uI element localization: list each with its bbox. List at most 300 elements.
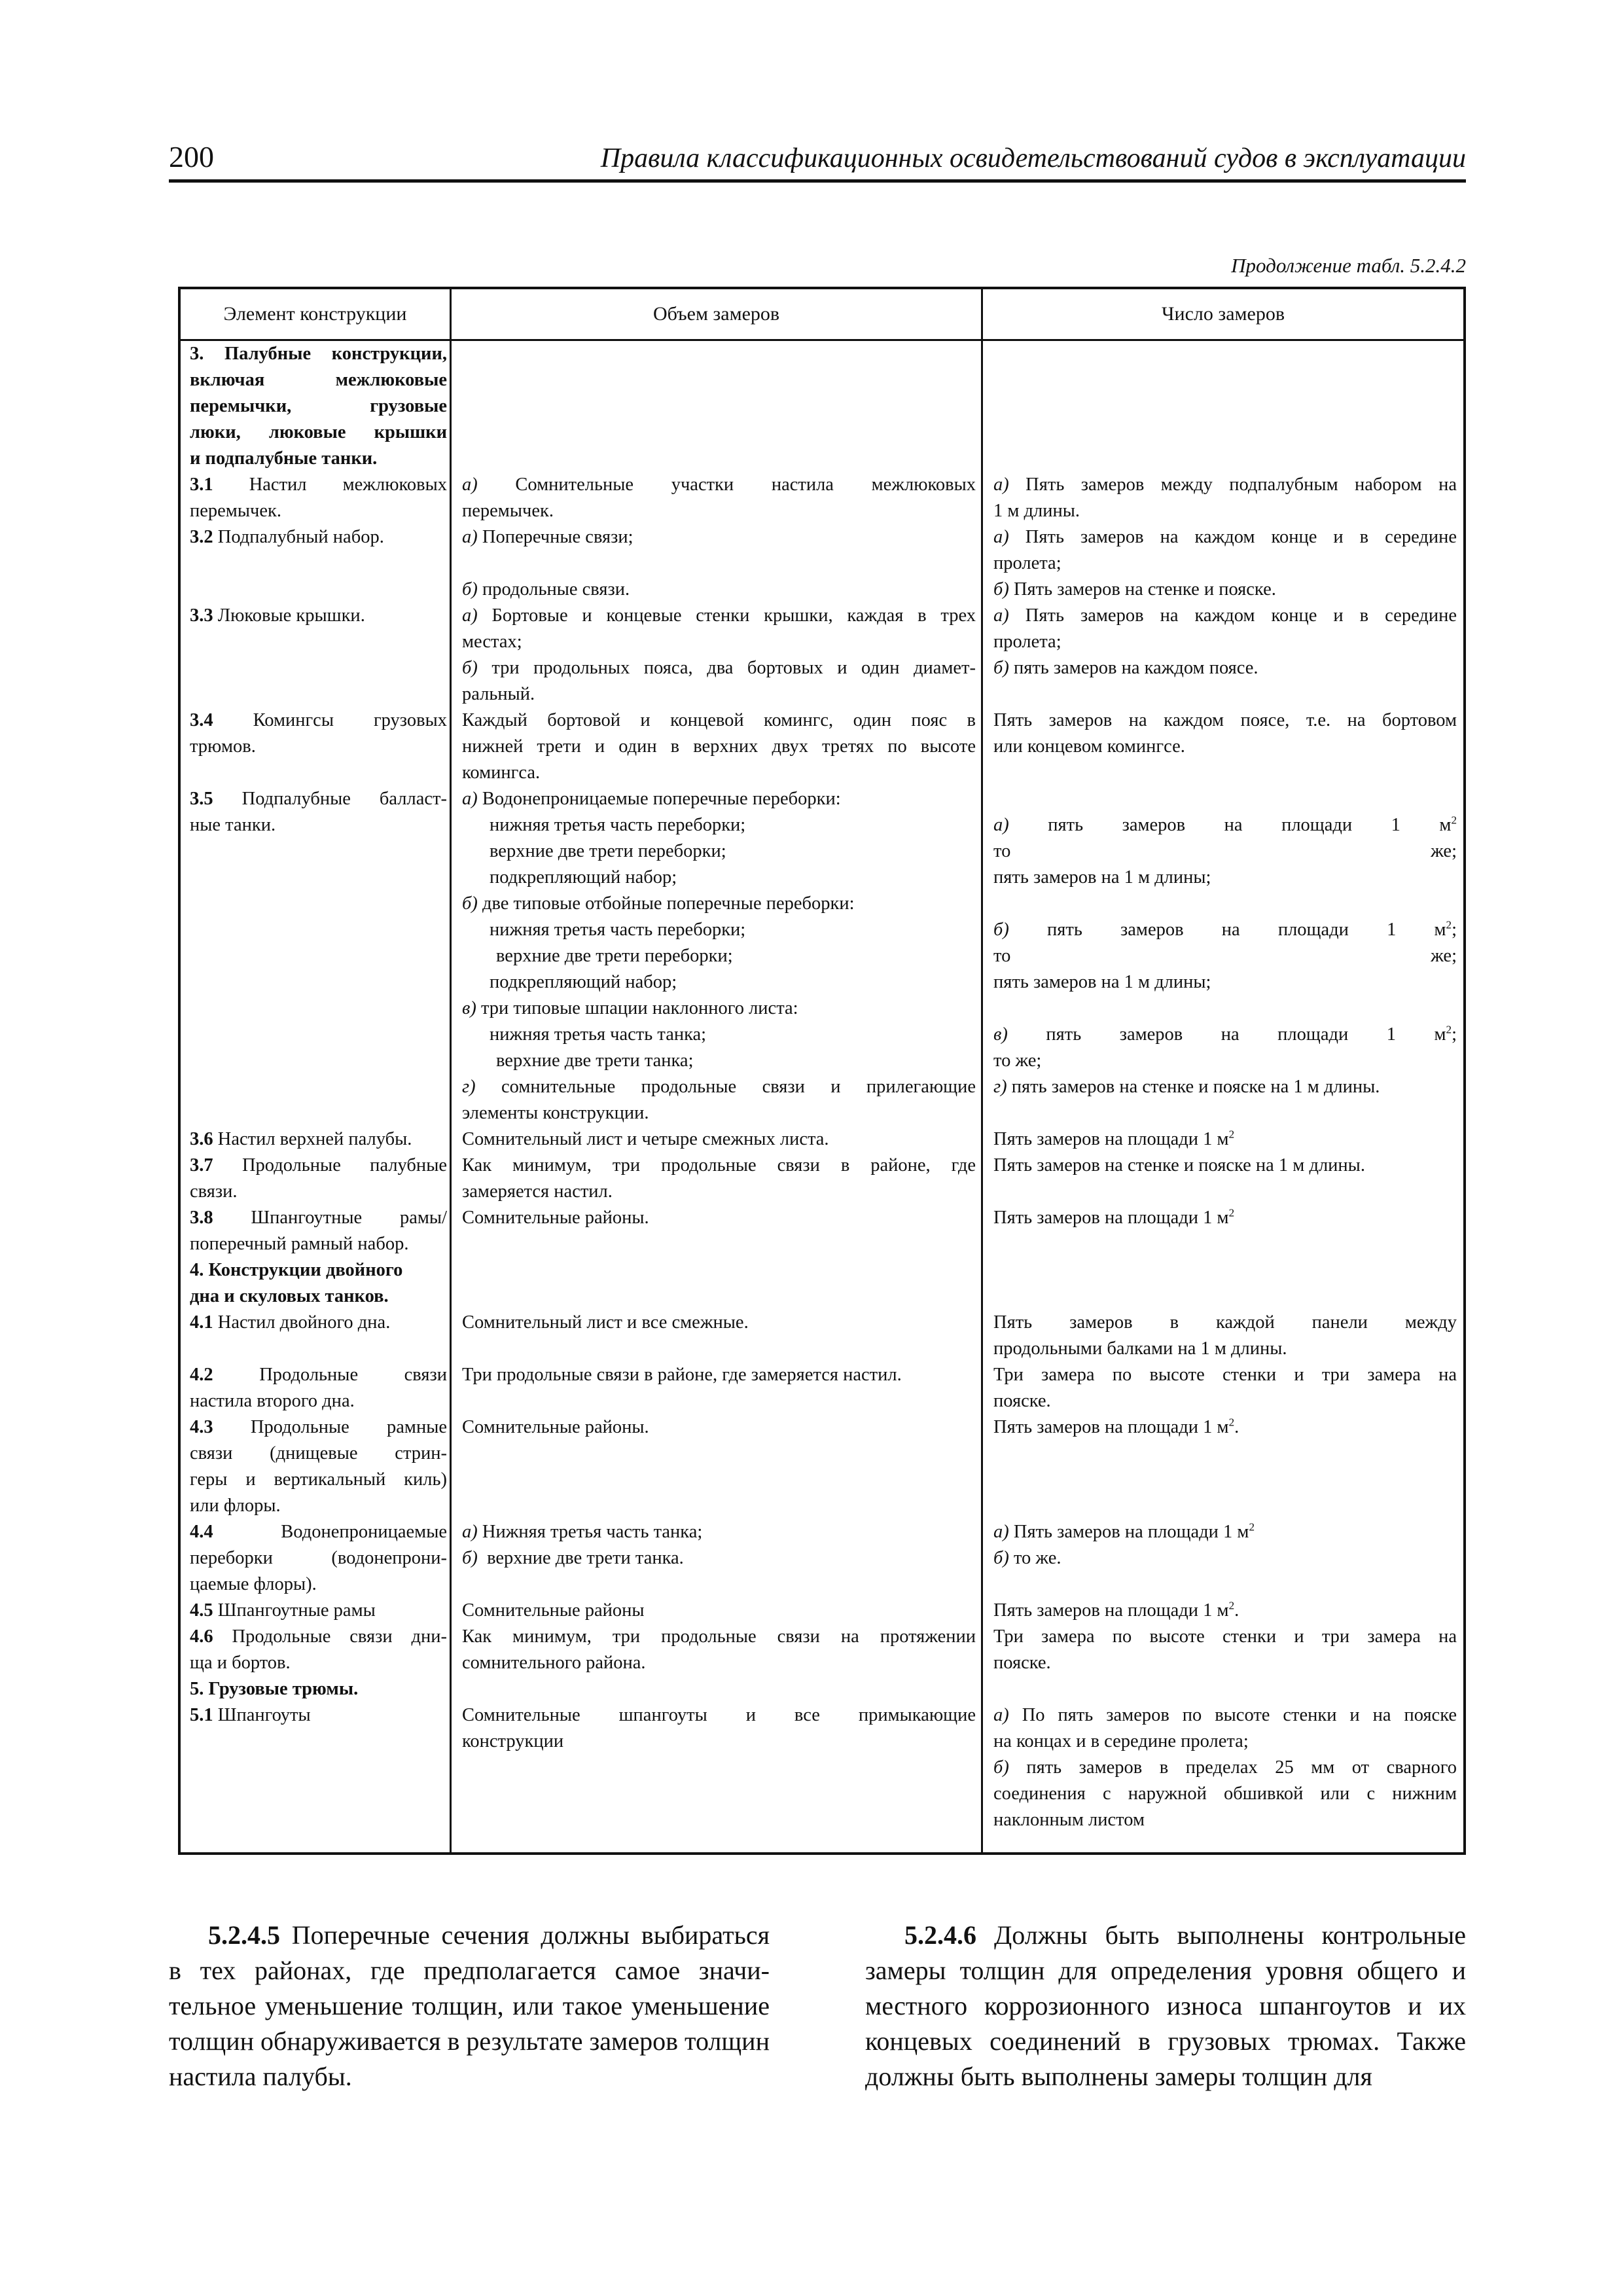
paragraph-line [865, 1988, 1466, 2024]
element-text: трюмов. [190, 736, 256, 757]
section-title-line: 4. Конструкции двойного [190, 1260, 403, 1280]
cell-line [993, 708, 1457, 734]
list-marker: а) [993, 1705, 1009, 1725]
line-text: сомнительные продольные связи и прилегающие [501, 1077, 976, 1097]
cell-line [462, 577, 976, 603]
cell-line [993, 1755, 1457, 1781]
paragraph-line [169, 2059, 770, 2094]
measurements-table [178, 287, 1466, 1855]
table-row [181, 1310, 1463, 1362]
element-cell [181, 603, 452, 708]
element-line [190, 1414, 447, 1441]
cell-line [993, 498, 1457, 524]
paragraph-line [865, 2024, 1466, 2059]
element-text: Шпангоуты [217, 1705, 311, 1725]
list-marker: а) [993, 527, 1009, 547]
element-cell [181, 1362, 452, 1414]
count-cell [984, 603, 1463, 708]
element-line [190, 1493, 447, 1519]
cell-line [462, 1650, 976, 1676]
running-title: Правила классификационных освидетельствований судов в эксплуатации [600, 143, 1466, 173]
list-marker: б) [993, 1757, 1009, 1778]
cell-line [462, 996, 976, 1022]
cell-line [462, 917, 976, 943]
line-text: нижняя третья часть танка; [490, 1024, 707, 1045]
cell-line [462, 603, 976, 629]
element-line [190, 1179, 447, 1205]
element-line [190, 603, 447, 629]
list-marker: г) [993, 1077, 1007, 1097]
cell-line [993, 1205, 1457, 1231]
section-title-cell [181, 1257, 452, 1310]
element-line [190, 1598, 447, 1624]
count-cell [984, 1362, 1463, 1414]
line-text: комингса. [462, 762, 541, 783]
element-line [190, 812, 447, 838]
cell-line [993, 891, 1457, 917]
line-text: Пять замеров на каждом конце и в середине [1025, 605, 1457, 626]
element-text: Продольные связи [259, 1365, 447, 1385]
line-text: пять замеров на площади 1 м [1048, 815, 1452, 835]
element-line [190, 1519, 447, 1545]
list-marker: б) [462, 658, 478, 678]
item-number: 3.7 [190, 1155, 213, 1175]
line-text: перемычек. [462, 501, 554, 521]
superscript: 2 [1446, 1023, 1452, 1036]
item-number: 3.5 [190, 789, 213, 809]
superscript: 2 [1228, 1416, 1235, 1429]
section-title-row [181, 341, 1463, 472]
cell-line [993, 603, 1457, 629]
line-text: то же; [993, 841, 1457, 861]
element-text: Продольные палубные [241, 1155, 447, 1175]
cell-line [462, 1729, 976, 1755]
cell-line [462, 472, 976, 498]
cell-line [462, 1100, 976, 1126]
list-marker: б) [462, 1548, 478, 1568]
cell-line [462, 969, 976, 996]
element-cell [181, 524, 452, 603]
paragraph-text: тельное уменьшение толщин, или такое уменьшение [169, 1991, 770, 2020]
line-text: или концевом комингсе. [993, 736, 1185, 757]
element-line [190, 1441, 447, 1467]
paragraph-number: 5.2.4.5 [208, 1920, 280, 1950]
element-text: связи (днищевые стрин- [190, 1443, 447, 1463]
page-number: 200 [169, 140, 214, 173]
line-text: Пять замеров на площади 1 м [993, 1417, 1229, 1437]
empty-cell [452, 1257, 984, 1310]
paragraph-text: местного коррозионного износа шпангоутов и их [865, 1991, 1466, 2020]
cell-line [462, 1179, 976, 1205]
line-text: Сомнительный лист и четыре смежных листа. [462, 1129, 829, 1149]
cell-line [993, 550, 1457, 577]
paragraph-5-2-4-5 [169, 1918, 770, 2094]
cell-line [462, 1310, 976, 1336]
cell-line [462, 681, 976, 708]
table-row [181, 1126, 1463, 1153]
running-header [169, 139, 1466, 183]
line-text: Пять замеров на стенке и пояске на 1 м длины. [993, 1155, 1365, 1175]
cell-line [993, 1729, 1457, 1755]
line-text: Пять замеров на площади 1 м [993, 1129, 1229, 1149]
element-cell [181, 1598, 452, 1624]
empty-cell [984, 341, 1463, 472]
line-text: местах; [462, 632, 522, 652]
line-text: пять замеров на площади 1 м [1046, 1024, 1446, 1045]
cell-line [462, 1598, 976, 1624]
line-suffix: ; [1452, 920, 1457, 940]
cell-line [993, 1781, 1457, 1807]
paragraph-line [865, 2059, 1466, 2094]
section-title-line: 3. Палубные конструкции, [190, 344, 447, 364]
cell-line [462, 1205, 976, 1231]
list-marker: а) [462, 789, 478, 809]
count-cell [984, 1624, 1463, 1676]
scope-cell [452, 472, 984, 524]
element-text: Водонепроницаемые [281, 1522, 447, 1542]
element-line [190, 786, 447, 812]
line-text: Сомнительные районы [462, 1600, 645, 1621]
paragraph-line [169, 1988, 770, 2024]
line-text: верхние две трети танка. [482, 1548, 684, 1568]
element-line [190, 1545, 447, 1571]
line-text: Три замера по высоте стенки и три замера на [993, 1626, 1457, 1647]
element-text: Люковые крышки. [217, 605, 365, 626]
cell-line [993, 1126, 1457, 1153]
table-row [181, 1598, 1463, 1624]
column-header-count: Число замеров [1162, 303, 1285, 325]
line-suffix: . [1234, 1600, 1240, 1621]
superscript: 2 [1249, 1520, 1255, 1534]
element-line [190, 734, 447, 760]
list-marker: г) [462, 1077, 476, 1097]
cell-line [993, 865, 1457, 891]
line-text: пять замеров на стенке и пояске на 1 м длины. [1011, 1077, 1380, 1097]
scope-cell [452, 1519, 984, 1598]
line-text: ральный. [462, 684, 535, 704]
line-text: Три замера по высоте стенки и три замера на [993, 1365, 1457, 1385]
line-text: Как минимум, три продольные связи на протяжении [462, 1626, 976, 1647]
superscript: 2 [1228, 1599, 1235, 1612]
line-text: нижняя третья часть переборки; [490, 815, 746, 835]
cell-line [462, 498, 976, 524]
line-text: Сомнительные районы. [462, 1208, 649, 1228]
cell-line [993, 1388, 1457, 1414]
line-text: Сомнительные районы. [462, 1417, 649, 1437]
table-row [181, 1362, 1463, 1414]
line-text: пролета; [993, 553, 1061, 573]
element-line [190, 1467, 447, 1493]
section-title-cell [181, 1676, 452, 1702]
table-continuation-caption: Продолжение табл. 5.2.4.2 [1231, 254, 1466, 277]
element-text: геры и вертикальный киль) [190, 1469, 447, 1490]
paragraph-text: в тех районах, где предполагается самое значи- [169, 1956, 770, 1985]
count-cell [984, 472, 1463, 524]
cell-line [993, 734, 1457, 760]
element-cell [181, 472, 452, 524]
section-title-line: перемычки, грузовые [190, 396, 447, 416]
element-cell [181, 1153, 452, 1205]
cell-line [993, 1598, 1457, 1624]
cell-line [462, 1362, 976, 1388]
table-row [181, 1702, 1463, 1833]
element-cell [181, 786, 452, 1126]
item-number: 4.6 [190, 1626, 213, 1647]
line-text: Пять замеров на каждом поясе, т.е. на бортовом [993, 710, 1457, 730]
superscript: 2 [1228, 1128, 1235, 1141]
list-marker: а) [993, 815, 1009, 835]
element-line [190, 1650, 447, 1676]
paragraph-text: Поперечные сечения должны выбираться [280, 1920, 770, 1950]
cell-line [993, 1414, 1457, 1441]
element-text: ща и бортов. [190, 1653, 291, 1673]
line-text: пять замеров на 1 м длины; [993, 867, 1211, 888]
paragraph-text: толщин обнаруживается в результате замеров толщин [169, 2026, 770, 2056]
item-number: 3.4 [190, 710, 213, 730]
line-text: то же. [1013, 1548, 1061, 1568]
element-line [190, 1571, 447, 1598]
cell-line [462, 865, 976, 891]
scope-cell [452, 786, 984, 1126]
cell-line [462, 1022, 976, 1048]
element-line [190, 1624, 447, 1650]
table-row [181, 524, 1463, 603]
cell-line [462, 943, 976, 969]
element-text: переборки (водонепрони- [190, 1548, 447, 1568]
cell-line [462, 629, 976, 655]
cell-line [993, 1074, 1457, 1100]
count-cell [984, 1310, 1463, 1362]
element-text: Настил межлюковых [249, 475, 447, 495]
paragraph-number: 5.2.4.6 [904, 1920, 976, 1950]
cell-line [993, 969, 1457, 996]
element-line [190, 1153, 447, 1179]
line-text: Пять замеров в каждой панели между [993, 1312, 1457, 1333]
count-cell [984, 524, 1463, 603]
line-text: две типовые отбойные поперечные переборки: [482, 893, 855, 914]
line-text: Пять замеров на площади 1 м [1013, 1522, 1249, 1542]
cell-line [462, 550, 976, 577]
line-text: Сомнительные шпангоуты и все примыкающие [462, 1705, 976, 1725]
cell-line [462, 1048, 976, 1074]
list-marker: б) [993, 658, 1009, 678]
line-text: Пять замеров на каждом конце и в середине [1025, 527, 1457, 547]
line-text: подкрепляющий набор; [490, 972, 677, 992]
scope-cell [452, 603, 984, 708]
cell-line [993, 838, 1457, 865]
cell-line [993, 472, 1457, 498]
element-line [190, 1388, 447, 1414]
cell-line [993, 917, 1457, 943]
count-cell [984, 1153, 1463, 1205]
line-text: Каждый бортовой и концевой комингс, один пояс в [462, 710, 976, 730]
list-marker: а) [993, 1522, 1009, 1542]
paragraph-line [169, 1953, 770, 1988]
line-text: Водонепроницаемые поперечные переборки: [482, 789, 841, 809]
count-cell [984, 1126, 1463, 1153]
element-cell [181, 1414, 452, 1519]
element-text: Продольные рамные [250, 1417, 448, 1437]
cell-line [993, 1650, 1457, 1676]
count-cell [984, 1519, 1463, 1598]
line-text: замеряется настил. [462, 1181, 613, 1202]
item-number: 4.4 [190, 1522, 213, 1542]
line-text: то же; [993, 946, 1457, 966]
section-title-line: люки, люковые крышки [190, 422, 447, 442]
line-text: продольными балками на 1 м длины. [993, 1338, 1287, 1359]
cell-line [462, 838, 976, 865]
element-line [190, 708, 447, 734]
superscript: 2 [1446, 918, 1452, 931]
cell-line [993, 1519, 1457, 1545]
empty-cell [984, 1257, 1463, 1310]
element-line [190, 1231, 447, 1257]
paragraph-text: концевых соединений в грузовых трюмах. Также [865, 2026, 1466, 2056]
cell-line [993, 1336, 1457, 1362]
line-text: Сомнительный лист и все смежные. [462, 1312, 749, 1333]
element-line [190, 1362, 447, 1388]
line-text: верхние две трети переборки; [490, 841, 726, 861]
cell-line [993, 1624, 1457, 1650]
element-cell [181, 1126, 452, 1153]
line-text: Поперечные связи; [482, 527, 633, 547]
line-text: верхние две трети танка; [496, 1050, 694, 1071]
line-text: подкрепляющий набор; [490, 867, 677, 888]
element-text: цаемые флоры). [190, 1574, 317, 1594]
scope-cell [452, 708, 984, 786]
list-marker: а) [462, 1522, 478, 1542]
line-text: то же; [993, 1050, 1042, 1071]
scope-cell [452, 1126, 984, 1153]
cell-line [993, 1153, 1457, 1179]
list-marker: а) [462, 605, 478, 626]
table-row [181, 1153, 1463, 1205]
line-text: пояске. [993, 1391, 1051, 1411]
paragraph-text: замеры толщин для определения уровня общего и [865, 1956, 1466, 1985]
line-suffix: ; [1452, 1024, 1457, 1045]
cell-line [462, 812, 976, 838]
list-marker: б) [993, 920, 1009, 940]
line-text: Пять замеров между подпалубным набором на [1026, 475, 1457, 495]
cell-line [462, 655, 976, 681]
paragraph-line [169, 1918, 770, 1953]
line-text: Как минимум, три продольные связи в районе, где [462, 1155, 976, 1175]
element-text: или флоры. [190, 1496, 281, 1516]
table-body [181, 341, 1463, 1833]
cell-line [993, 1362, 1457, 1388]
table-row [181, 1414, 1463, 1519]
element-cell [181, 1310, 452, 1362]
scope-cell [452, 1310, 984, 1362]
section-title-line: 5. Грузовые трюмы. [190, 1679, 359, 1699]
cell-line [993, 943, 1457, 969]
element-text: настила второго дна. [190, 1391, 355, 1411]
cell-line [993, 577, 1457, 603]
cell-line [462, 1126, 976, 1153]
line-text: пять замеров в пределах 25 мм от сварного [1026, 1757, 1457, 1778]
element-cell [181, 1519, 452, 1598]
element-text: Подпалубный набор. [217, 527, 384, 547]
line-text: нижняя третья часть переборки; [490, 920, 746, 940]
section-title-line: и подпалубные танки. [190, 448, 378, 469]
element-text: поперечный рамный набор. [190, 1234, 409, 1254]
cell-line [993, 1807, 1457, 1833]
table-row [181, 472, 1463, 524]
element-line [190, 1126, 447, 1153]
line-text: конструкции [462, 1731, 564, 1751]
line-text: три типовые шпации наклонного листа: [481, 998, 798, 1018]
paragraph-line [169, 2024, 770, 2059]
element-text: Комингсы грузовых [253, 710, 447, 730]
cell-line [462, 760, 976, 786]
item-number: 3.2 [190, 527, 213, 547]
element-line [190, 1702, 447, 1729]
table-row [181, 786, 1463, 1126]
element-text: ные танки. [190, 815, 276, 835]
line-text: пояске. [993, 1653, 1051, 1673]
empty-cell [984, 1676, 1463, 1702]
list-marker: б) [993, 1548, 1009, 1568]
empty-cell [452, 1676, 984, 1702]
line-suffix: . [1234, 1417, 1240, 1437]
list-marker: б) [462, 579, 478, 600]
item-number: 4.2 [190, 1365, 213, 1385]
cell-line [462, 524, 976, 550]
cell-line [462, 1624, 976, 1650]
cell-line [462, 891, 976, 917]
scope-cell [452, 1153, 984, 1205]
cell-line [462, 1414, 976, 1441]
item-number: 4.3 [190, 1417, 213, 1437]
paragraph-5-2-4-6 [865, 1918, 1466, 2094]
cell-line [993, 1022, 1457, 1048]
column-header-scope: Объем замеров [652, 303, 780, 325]
item-number: 5.1 [190, 1705, 213, 1725]
scope-cell [452, 1414, 984, 1519]
count-cell [984, 1414, 1463, 1519]
scope-cell [452, 1598, 984, 1624]
empty-cell [452, 341, 984, 472]
superscript: 2 [1228, 1206, 1235, 1219]
line-text: Нижняя третья часть танка; [482, 1522, 703, 1542]
cell-line [462, 708, 976, 734]
cell-line [993, 655, 1457, 681]
table-row [181, 1519, 1463, 1598]
element-line [190, 472, 447, 498]
paragraph-text: настила палубы. [169, 2062, 352, 2091]
line-text: Пять замеров на площади 1 м [993, 1208, 1229, 1228]
element-text: Шпангоутные рамы/ [251, 1208, 447, 1228]
cell-line [993, 1702, 1457, 1729]
line-text: на концах и в середине пролета; [993, 1731, 1249, 1751]
table-row [181, 603, 1463, 708]
element-line [190, 1310, 447, 1336]
line-text: Пять замеров на стенке и пояске. [1013, 579, 1276, 600]
item-number: 3.6 [190, 1129, 213, 1149]
item-number: 3.1 [190, 475, 213, 495]
line-text: наклонным листом [993, 1810, 1145, 1830]
cell-line [462, 1153, 976, 1179]
cell-line [993, 524, 1457, 550]
element-text: Настил верхней палубы. [217, 1129, 412, 1149]
element-text: Подпалубные балласт- [241, 789, 447, 809]
element-cell [181, 1205, 452, 1257]
superscript: 2 [1451, 814, 1457, 827]
cell-line [993, 786, 1457, 812]
count-cell [984, 786, 1463, 1126]
cell-line [462, 1074, 976, 1100]
scope-cell [452, 1362, 984, 1414]
